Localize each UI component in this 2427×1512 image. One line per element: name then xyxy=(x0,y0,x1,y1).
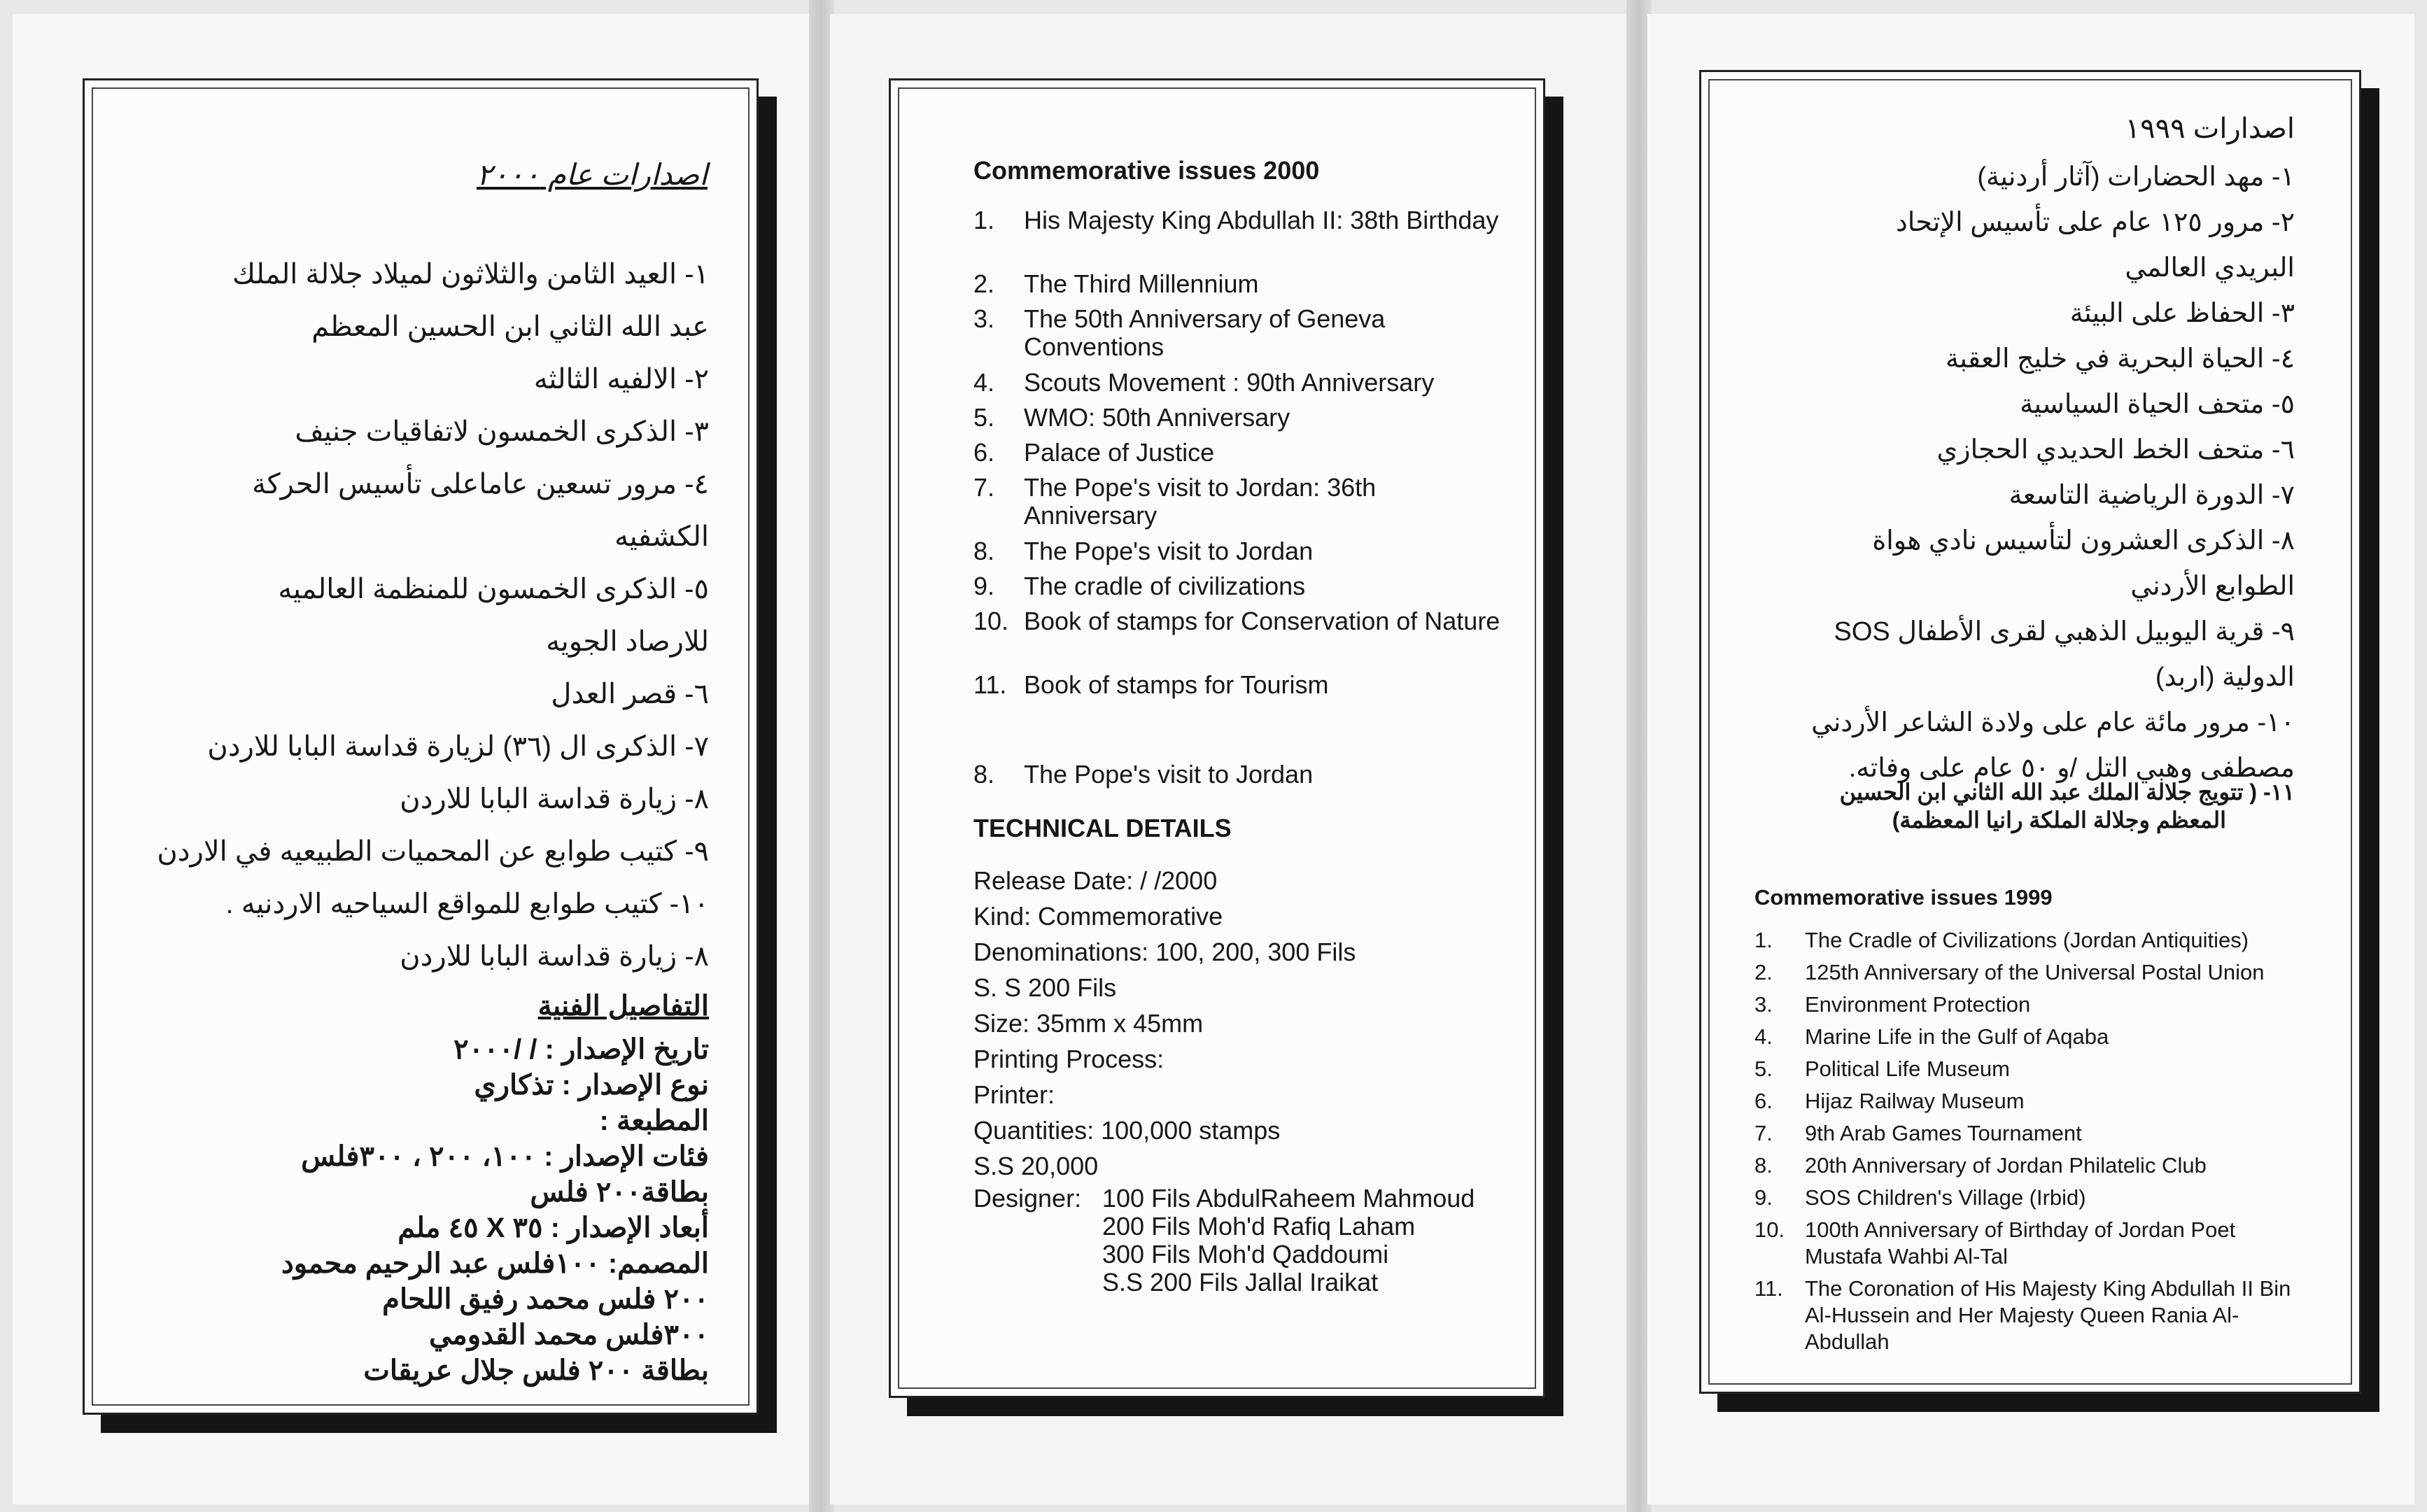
designer-line: S.S 200 Fils Jallal Iraikat xyxy=(1102,1268,1379,1296)
list-item: ٢- الالفيه الثالثه xyxy=(533,364,709,395)
tech-line: ٢٠٠ فلس محمد رفيق اللحام xyxy=(382,1284,709,1315)
list-item: ٧- الدورة الرياضية التاسعة xyxy=(2009,481,2295,510)
left-tech-list xyxy=(281,1032,709,1389)
list-item: ٧- الذكرى ال (٣٦) لزيارة قداسة البابا للاردن xyxy=(207,731,709,762)
list-item: ٨- الذكرى العشرون لتأسيس نادي هواة xyxy=(1872,526,2295,556)
right-en-title: Commemorative issues 1999 xyxy=(1754,885,2053,910)
middle-title: Commemorative issues 2000 xyxy=(973,156,1320,185)
list-item: ٩- قرية اليوبيل الذهبي لقرى الأطفال SOS xyxy=(1834,617,2295,647)
middle-tech-title: TECHNICAL DETAILS xyxy=(973,814,1232,842)
list-item: مصطفى وهبي التل /و ٥٠ عام على وفاته. xyxy=(1848,754,2295,783)
list-item: 4. Scouts Movement : 90th Anniversary xyxy=(973,368,1435,397)
tech-line: المطبعة : xyxy=(599,1105,709,1136)
list-item: 1. The Cradle of Civilizations (Jordan Antiquities) xyxy=(1754,928,2249,952)
list-item: ٢- مرور ١٢٥ عام على تأسيس الإتحاد xyxy=(1895,208,2295,237)
designer-line: 100 Fils AbdulRaheem Mahmoud xyxy=(1102,1184,1475,1213)
list-item: البريدي العالمي xyxy=(2125,253,2295,283)
right-card xyxy=(1699,70,2361,1394)
list-item: ٦- قصر العدل xyxy=(551,679,709,709)
list-item: ٥- الذكرى الخمسون للمنظمة العالميه xyxy=(278,574,709,605)
list-item: للارصاد الجويه xyxy=(546,626,709,657)
list-item: 9. The cradle of civilizations xyxy=(973,572,1306,600)
list-item: 8. 20th Anniversary of Jordan Philatelic Club xyxy=(1754,1153,2207,1178)
tech-line: بطاقة ٢٠٠ فلس جلال عريقات xyxy=(363,1355,709,1386)
middle-card xyxy=(889,78,1545,1398)
designer-list xyxy=(1102,1185,1475,1296)
list-item: 7. 9th Arab Games Tournament xyxy=(1754,1121,2082,1145)
tech-line: ٣٠٠فلس محمد القدومي xyxy=(428,1320,709,1350)
list-item: 8. The Pope's visit to Jordan xyxy=(973,537,1314,565)
left-title: اصدارات عام ٢٠٠٠ xyxy=(477,158,708,191)
designer-line: 300 Fils Moh'd Qaddoumi xyxy=(1102,1240,1389,1269)
middle-extra-item: 8. The Pope's visit to Jordan xyxy=(973,760,1314,789)
left-card xyxy=(83,78,759,1415)
left-issue-list xyxy=(157,248,709,983)
list-item: ٣- الذكرى الخمسون لاتفاقيات جنيف xyxy=(295,416,709,447)
tech-line: Denominations: 100, 200, 300 Fils xyxy=(973,938,1356,966)
list-item: ٤- مرور تسعين عاماعلى تأسيس الحركة xyxy=(252,469,709,500)
list-item: 5. Political Life Museum xyxy=(1754,1057,2010,1081)
list-item: الكشفيه xyxy=(614,521,709,552)
tech-line: نوع الإصدار : تذكاري xyxy=(474,1070,709,1101)
middle-issue-list xyxy=(973,206,1505,706)
tech-line: Kind: Commemorative xyxy=(973,902,1223,931)
right-bold-line-2: المعظم وجلالة الملكة رانيا المعظمة) xyxy=(1892,807,2226,833)
tech-line: المصمم: ١٠٠فلس عبد الرحيم محمود xyxy=(281,1248,709,1279)
tech-line: S.S 20,000 xyxy=(973,1152,1099,1180)
list-item: 4. Marine Life in the Gulf of Aqaba xyxy=(1754,1024,2109,1049)
designer-label: Designer: xyxy=(973,1184,1082,1213)
tech-line: فئات الإصدار : ١٠٠، ٢٠٠ ، ٣٠٠فلس xyxy=(301,1141,709,1172)
tech-line: S. S 200 Fils xyxy=(973,973,1117,1002)
list-item: ١- العيد الثامن والثلاثون لميلاد جلالة الملك xyxy=(232,259,709,290)
right-title: اصدارات ١٩٩٩ xyxy=(2125,113,2295,144)
list-item: ٨- زيارة قداسة البابا للاردن xyxy=(400,784,709,814)
list-item: 3. The 50th Anniversary of Geneva Conventions xyxy=(973,304,1386,361)
list-item: 2. The Third Millennium xyxy=(973,269,1259,298)
right-bold-line-1: ١١- ( تتويج جلالة الملك عبد الله الثاني ابن الحسين xyxy=(1839,779,2295,805)
list-item: ٤- الحياة البحرية في خليج العقبة xyxy=(1946,344,2295,374)
list-item: ٩- كتيب طوابع عن المحميات الطبيعيه في الاردن xyxy=(157,836,709,867)
list-item: عبد الله الثاني ابن الحسين المعظم xyxy=(311,311,709,342)
right-en-list xyxy=(1754,927,2293,1361)
list-item: ٣- الحفاظ على البيئة xyxy=(2069,299,2295,328)
tech-line: أبعاد الإصدار : ٣٥ X ٤٥ ملم xyxy=(398,1213,709,1243)
list-item: 11. The Coronation of His Majesty King Abdullah II Bin Al-Hussein and Her Majesty Queen Rania Al-Abdullah xyxy=(1754,1276,2291,1354)
list-item: 9. SOS Children's Village (Irbid) xyxy=(1754,1185,2086,1210)
right-issue-list xyxy=(1811,155,2295,791)
list-item: ١- مهد الحضارات (آثار أردنية) xyxy=(1977,162,2295,192)
list-item: الدولية (اربد) xyxy=(2155,663,2295,692)
list-item: 10. 100th Anniversary of Birthday of Jordan Poet Mustafa Wahbi Al-Tal xyxy=(1754,1217,2236,1269)
left-tech-title: التفاصيل الفنية xyxy=(537,991,709,1022)
tech-line: Size: 35mm x 45mm xyxy=(973,1009,1204,1038)
list-item: 6. Hijaz Railway Museum xyxy=(1754,1089,2025,1113)
list-item: ١٠- كتيب طوابع للمواقع السياحيه الاردنيه . xyxy=(225,889,709,919)
list-item: 5. WMO: 50th Anniversary xyxy=(973,403,1290,432)
middle-tech-list xyxy=(973,863,1356,1184)
tech-line: Printer: xyxy=(973,1080,1055,1109)
tech-line: Printing Process: xyxy=(973,1045,1165,1073)
list-item: 1. His Majesty King Abdullah II: 38th Birthday xyxy=(973,206,1499,234)
list-item: 10. Book of stamps for Conservation of Nature xyxy=(973,607,1500,635)
list-item: ٥- متحف الحياة السياسية xyxy=(2020,390,2295,419)
list-item: 6. Palace of Justice xyxy=(973,438,1215,467)
designer-line: 200 Fils Moh'd Rafiq Laham xyxy=(1102,1212,1416,1241)
list-item: الطوابع الأردني xyxy=(2130,572,2295,601)
tech-line: بطاقة٢٠٠ فلس xyxy=(530,1177,709,1208)
list-item: 3. Environment Protection xyxy=(1754,992,2031,1017)
list-item: 7. The Pope's visit to Jordan: 36th Anniversary xyxy=(973,473,1377,530)
list-item: ١٠- مرور مائة عام على ولادة الشاعر الأردني xyxy=(1811,708,2295,737)
tech-line: تاريخ الإصدار : / /٢٠٠٠ xyxy=(453,1034,709,1065)
tech-line: Quantities: 100,000 stamps xyxy=(973,1116,1281,1145)
list-item: 2. 125th Anniversary of the Universal Postal Union xyxy=(1754,960,2265,984)
list-item: 11. Book of stamps for Tourism xyxy=(973,670,1329,699)
list-item: ٨- زيارة قداسة البابا للاردن xyxy=(400,941,709,972)
tech-line: Release Date: / /2000 xyxy=(973,866,1218,895)
list-item: ٦- متحف الخط الحديدي الحجازي xyxy=(1936,435,2295,465)
